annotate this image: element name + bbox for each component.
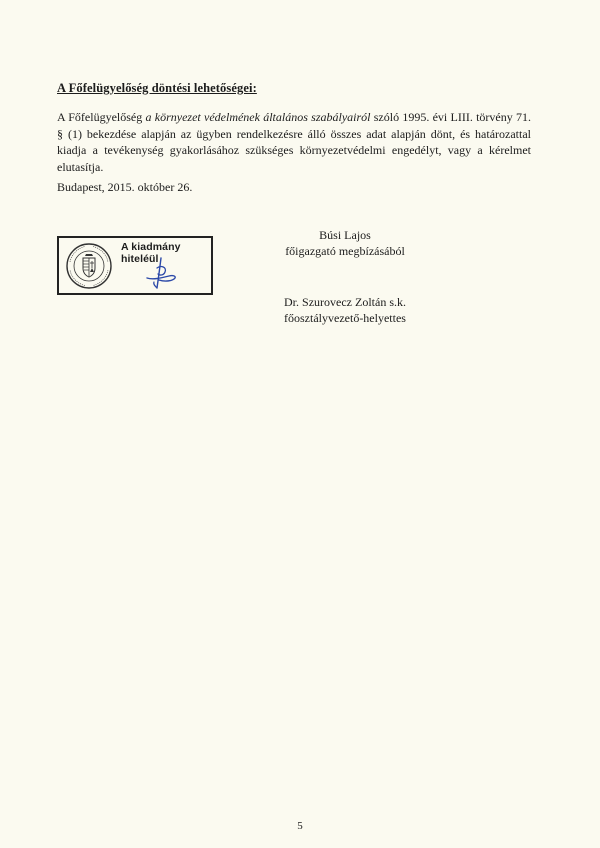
decision-paragraph xyxy=(57,109,531,175)
paragraph-rest: szóló 1995. évi LIII. törvény 71. § (1) bekezdése alapján az ügyben rendelkezésre álló összes adat alapján dönt, és határozattal kiadja a tevékenység gyakorlásához szükséges környezetvédelmi engedélyt, vagy a kérelmet elutasítja. xyxy=(57,110,532,174)
section-title: A Főfelügyelőség döntési lehetőségei: xyxy=(57,81,257,95)
authentication-stamp xyxy=(57,236,213,295)
date-line: Budapest, 2015. október 26. xyxy=(57,180,193,194)
signer-secondary xyxy=(270,295,420,326)
stamp-label: A kiadmány hiteléül xyxy=(121,241,181,265)
signer-primary-name: Búsi Lajos xyxy=(319,228,371,242)
paragraph-intro: A Főfelügyelőség xyxy=(57,110,146,124)
signer-primary-role: főigazgató megbízásából xyxy=(285,243,405,258)
law-title: a környezet védelmének általános szabályairól xyxy=(145,110,371,124)
handwritten-signature-icon xyxy=(143,254,179,292)
signer-secondary-role: főosztályvezető-helyettes xyxy=(284,310,406,325)
signer-secondary-name: Dr. Szurovecz Zoltán s.k. xyxy=(284,295,406,309)
page-number: 5 xyxy=(297,820,303,832)
signer-primary xyxy=(270,228,420,259)
coat-of-arms-seal-icon xyxy=(65,242,113,290)
